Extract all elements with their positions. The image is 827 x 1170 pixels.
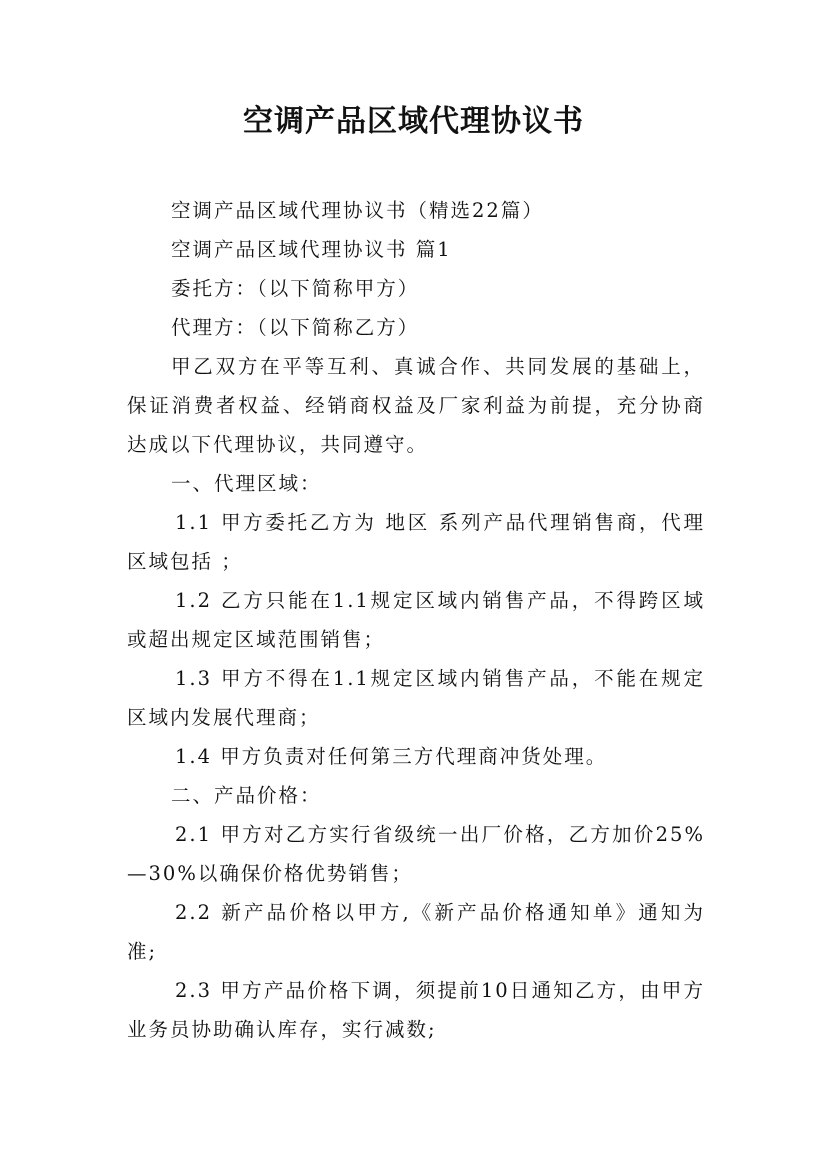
paragraph-heading-price: 二、产品价格： <box>171 784 322 807</box>
paragraph-clause-1-3: 1.3 甲方不得在1.1规定区域内销售产品，不能在规定区域内发展代理商； <box>127 667 705 729</box>
paragraph-clause-1-4: 1.4 甲方负责对任何第三方代理商冲货处理。 <box>175 745 608 768</box>
document-title: 空调产品区域代理协议书 <box>243 104 584 139</box>
paragraph-section-heading: 空调产品区域代理协议书 篇1 <box>171 238 452 261</box>
paragraph-principal: 委托方：（以下简称甲方） <box>171 277 420 300</box>
paragraph-subtitle: 空调产品区域代理协议书（精选22篇） <box>171 199 544 222</box>
paragraph-clause-1-2: 1.2 乙方只能在1.1规定区域内销售产品，不得跨区域或超出规定区域范围销售； <box>127 589 705 651</box>
paragraph-preamble: 甲乙双方在平等互利、真诚合作、共同发展的基础上，保证消费者权益、经销商权益及厂家利益为前提，充分协商达成以下代理协议，共同遵守。 <box>127 355 705 456</box>
paragraph-clause-2-3: 2.3 甲方产品价格下调，须提前10日通知乙方，由甲方业务员协助确认库存，实行减数; <box>127 979 705 1041</box>
paragraph-heading-area: 一、代理区域： <box>171 472 322 495</box>
paragraph-clause-2-1: 2.1 甲方对乙方实行省级统一出厂价格，乙方加价25%—30%以确保价格优势销售； <box>127 823 705 885</box>
paragraph-clause-2-2: 2.2 新产品价格以甲方,《新产品价格通知单》通知为准; <box>127 901 705 963</box>
document-body <box>127 191 705 1049</box>
paragraph-clause-1-1: 1.1 甲方委托乙方为 地区 系列产品代理销售商，代理区域包括 ； <box>127 511 705 573</box>
paragraph-agent: 代理方：（以下简称乙方） <box>171 316 420 339</box>
